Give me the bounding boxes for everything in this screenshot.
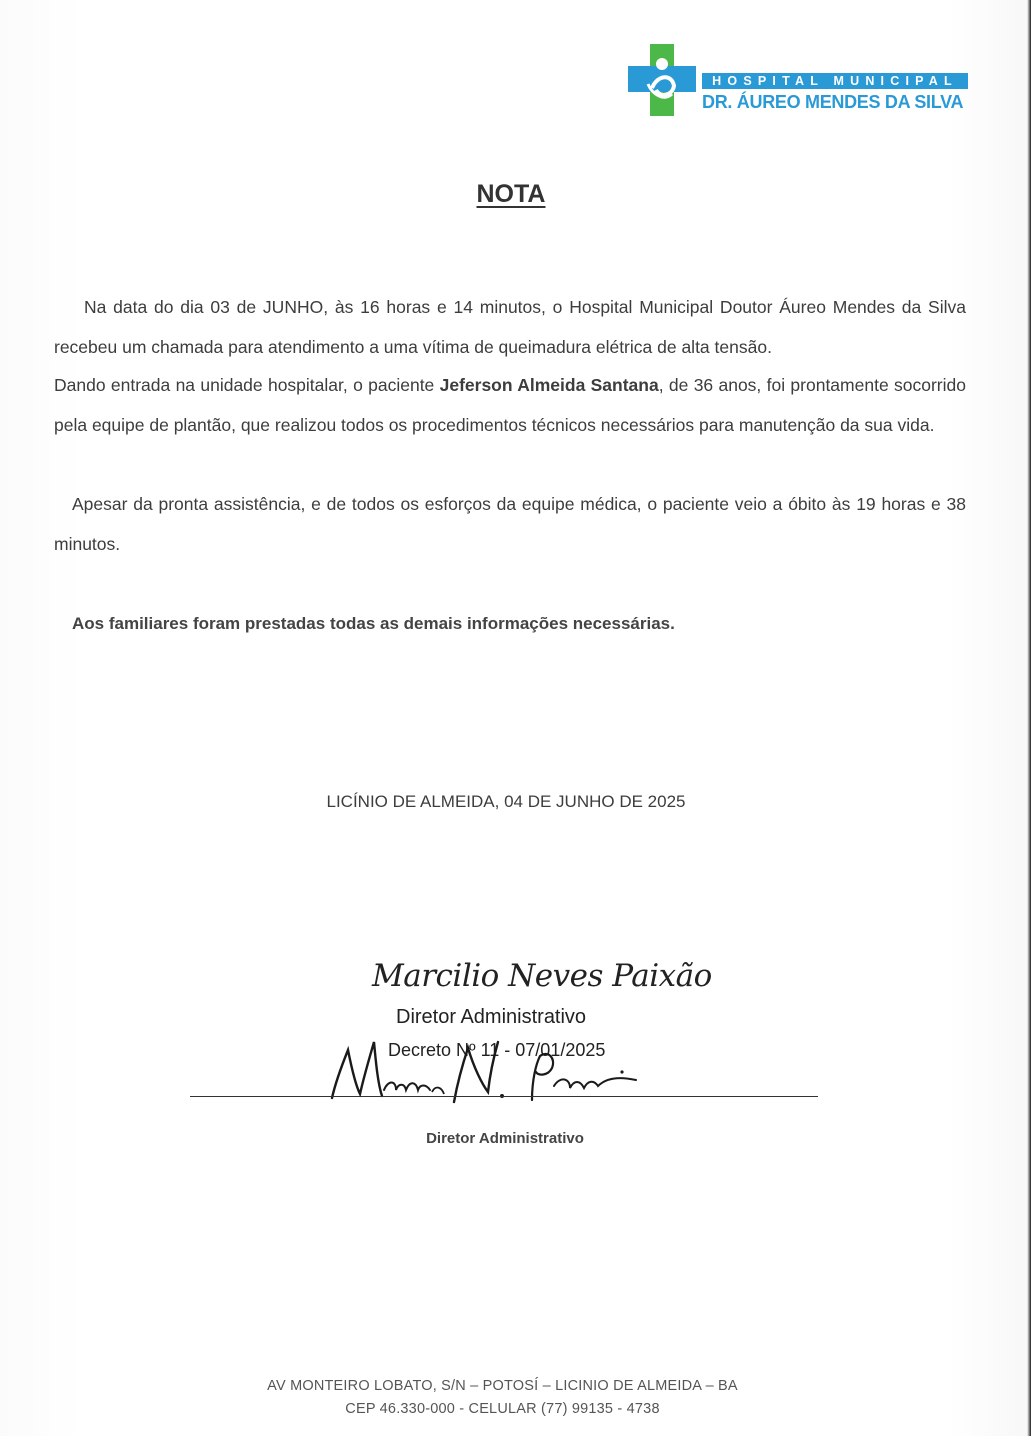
paragraph-admission xyxy=(54,366,966,445)
footer-address: AV MONTEIRO LOBATO, S/N – POTOSÍ – LICINIO DE ALMEIDA – BA xyxy=(267,1378,738,1394)
handwritten-signature xyxy=(326,1020,666,1106)
page-edge-shadow xyxy=(1027,0,1031,1436)
logo-hospital-municipal: HOSPITAL MUNICIPAL xyxy=(702,73,968,89)
paragraph-family-info: Aos familiares foram prestadas todas as demais informações necessárias. xyxy=(72,614,675,633)
paragraph-death: Apesar da pronta assistência, e de todos os esforços da equipe médica, o paciente veio a óbito às 19 horas e 38 minutos. xyxy=(54,494,966,554)
stamp-decree: Decreto Nº 11 - 07/01/2025 xyxy=(388,1040,606,1060)
paragraph-admission-start: Dando entrada na unidade hospitalar, o paciente xyxy=(54,375,440,395)
hospital-logo xyxy=(626,44,972,118)
paragraph-admission-end: , de 36 anos, foi prontamente socorrido pela equipe de plantão, que realizou todos os procedimentos técnicos necessários para manutenção da sua vida. xyxy=(54,375,966,435)
signature-caption: Diretor Administrativo xyxy=(426,1130,584,1147)
patient-name: Jeferson Almeida Santana xyxy=(439,375,659,395)
paragraph-call: Na data do dia 03 de JUNHO, às 16 horas e 14 minutos, o Hospital Municipal Doutor Áureo Mendes da Silva recebeu um chamada para atendimento a uma vítima de queimadura elétrica de alta tensão. xyxy=(54,297,966,357)
hospital-cross-logo-icon xyxy=(628,44,696,116)
signature-line xyxy=(190,1096,818,1097)
document-title: NOTA xyxy=(476,180,546,208)
footer-contact: CEP 46.330-000 - CELULAR (77) 99135 - 4738 xyxy=(345,1401,660,1417)
logo-hospital-name: DR. ÁUREO MENDES DA SILVA xyxy=(702,92,964,112)
place-and-date: LICÍNIO DE ALMEIDA, 04 DE JUNHO DE 2025 xyxy=(326,792,686,811)
stamp-role: Diretor Administrativo xyxy=(396,1006,587,1028)
stamp-name: Marcilio Neves Paixão xyxy=(372,958,712,994)
